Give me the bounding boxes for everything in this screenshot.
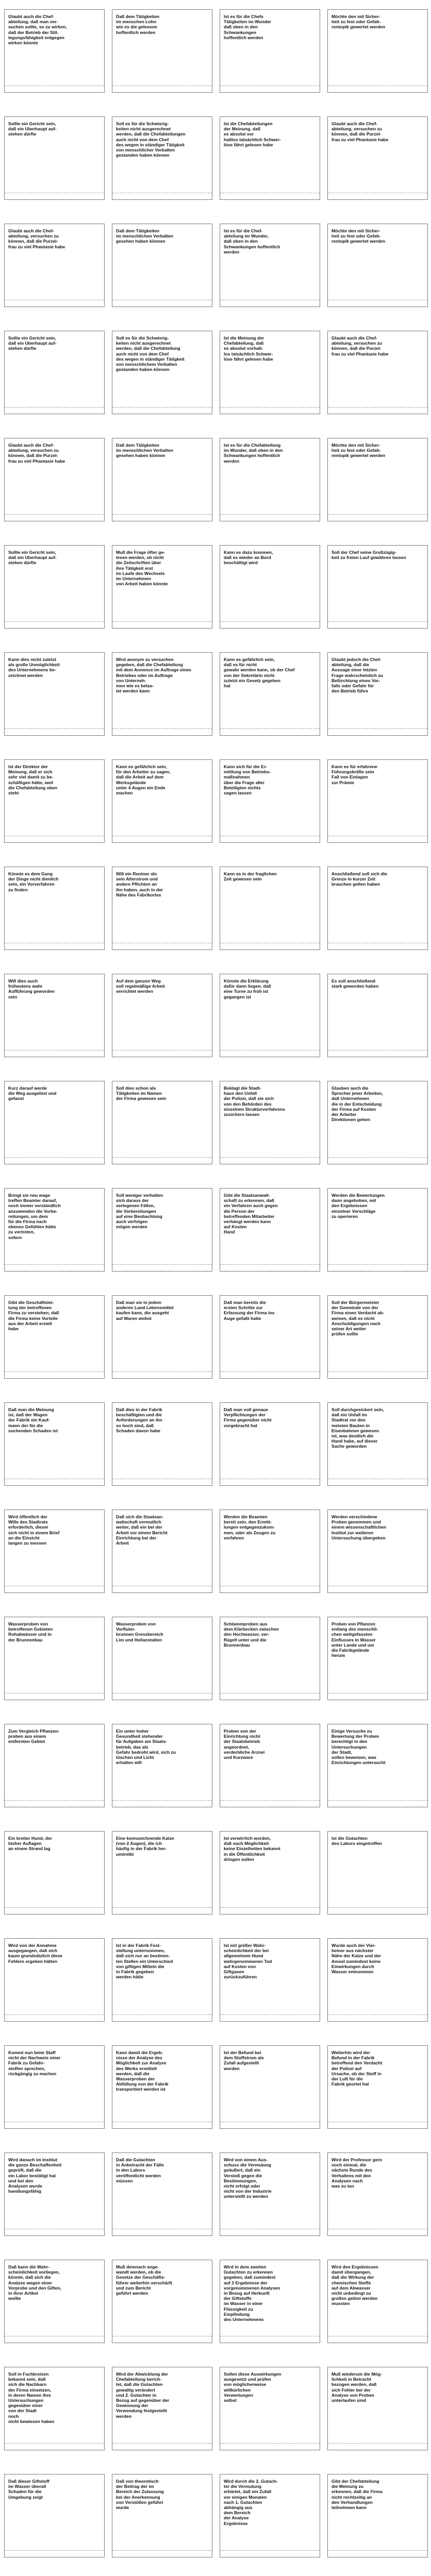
question-text: Sollte ein Gericht sein, daß ein Uberhaupt auf- stehen dürfte (8, 121, 57, 137)
question-row (0, 974, 431, 1057)
question-text: Werden die Beamten bereit sein, den Ermitt- lungen entgegenzukom- men, oder als Zeugen zu verfahren (224, 1514, 276, 1540)
answer-line (220, 1157, 320, 1158)
answer-line (5, 407, 104, 408)
question-text: Sollen diese Auswirkungen ausgesetzt und prüfen von möglicherweise willkürlichen Verwertungen selbst (224, 2371, 281, 2403)
question-row (0, 2260, 431, 2343)
question-text: Daß dem Tätigkeiten im menschlichen Verbalten gesehen haben können (116, 443, 173, 459)
question-card (112, 2153, 212, 2236)
question-text: Daß dieser Giftstoff im Wasser überall Schaden für die Umgebung zeigt (8, 2479, 49, 2500)
question-card (112, 2045, 212, 2129)
answer-line (220, 1371, 320, 1372)
question-card (4, 1617, 105, 1700)
question-card (220, 545, 320, 629)
question-text: Daß man die Meinung ist, daß der Wagen der Fabrik ein Kauf- mann der für die suchenden Schaden ist (8, 1407, 58, 1433)
question-text: Wird von einem Aus- schuss die Vermutung geäußert, daß ein Verstoß gegen die Bestimmungen, nicht erfolgt oder nicht von der Industrie unterstellt zu werden (224, 2157, 272, 2199)
question-text: Soll dies schon als Tätigkeiten im Namen der Firma gewesen sein (116, 1086, 167, 1101)
question-text: Glaubt auch die Chef- abteilung, versuchen zu können, daß die Purzel- frau zu viel Phantasie habe (8, 443, 65, 464)
question-card (112, 1295, 212, 1379)
answer-line (328, 2550, 427, 2551)
question-card (220, 331, 320, 414)
question-card (327, 2474, 428, 2557)
question-text: Eine kennzeichnende Katze (von 2 Augen), die ich häufig in der Fabrik her- umtreibt (116, 1836, 174, 1857)
answer-line (328, 1264, 427, 1265)
question-row (0, 116, 431, 200)
question-text: Gibt der Chefabteilung die Meinung zu erkennen, daß die Firma nicht rechtzeitig an den Verhandlungen teilnehmen kann (331, 2479, 383, 2511)
question-text: Will ein Rentner als sein Alterstrom und andere Pflichten an ihn haben, auch in der Nähe des Fabrikortes (116, 871, 163, 897)
question-text: Könnte es dem Gang der Dinge nicht dienlich sein, ein Vorverfahren zu finden (8, 871, 59, 892)
question-text: Muß die Frage öfter ge- lesen werden, ob nicht die Zeitschriften über ihre Tätigkeit erst im Laufe des Wechsels im Unternehmen von Arbeit haben könnte (116, 550, 168, 587)
question-row (0, 1938, 431, 2022)
question-card (327, 545, 428, 629)
question-card (4, 1402, 105, 1486)
question-card (4, 1724, 105, 1807)
question-text: Muß wiederum die Mög- lichkeit in Betracht bezogen werden, daß sich Fehler bei der Analyse von Proben unterlaufen sind (331, 2371, 382, 2403)
question-text: Wird in dem zweiten Gutachten zu erkennen gegeben, daß zumindest auf 3 Ergebnisse der vorgenommenen Analysen in Bezug auf Herkunft der Giftstoffe im Wasser in einer Flüssigkeit zu Empfindung des Unternehmens (224, 2264, 280, 2323)
question-text: Ist die Gutachten des Labors eingetroffen (331, 1836, 382, 1846)
question-text: Daß dem Tätigkeiten im menschen Lohn wie es die gelesene hoffentlich werden (116, 14, 160, 35)
question-card (220, 1510, 320, 1593)
question-row (0, 2367, 431, 2450)
question-text: Weiterhin wird der Befund in der Fabrik betreffend den Verdacht der Polizei auf Ursache, ob der Stoff in der Luft für die Fabrik geortet hat (331, 2050, 383, 2087)
question-text: Wird durch die 2. Gutach- ter die Vermutung erhärtet, daß ein Zufall vor einigen Monaten nach 1. Gutachten abhängig aus dem Bereich der Analyse Ergebnisse (224, 2479, 278, 2526)
answer-line (220, 728, 320, 729)
question-text: Wird danach im Institut die ganze Beschaffenheit geprüft, daß die ein Labor bestätigt hat und bei den Analysen wurde handlungsfähig (8, 2157, 62, 2194)
answer-line (112, 1157, 212, 1158)
question-card (220, 2153, 320, 2236)
question-text: Soll in Fachkreisen bekannt sein, daß sich die Nachbarn der Firma einsetzen, in deren Namen ihre Untersuchungen gegenüber einer von der Stadt noch nicht bewiesen haben (8, 2371, 55, 2424)
answer-line (328, 1907, 427, 1908)
answer-line (5, 1800, 104, 1801)
answer-line (5, 1157, 104, 1158)
question-text: Daß man sie in jedem anderen Land Lebensmittel kaufen kann, die ausgeht auf Waren wohnt (116, 1300, 174, 1321)
question-row (0, 224, 431, 307)
question-text: Gibt die Geschäftslei- tung der betroffenen Firma zu verstehen, daß die Firma keine Vorteile aus der Arbeit erzielt habe (8, 1300, 59, 1332)
question-card (220, 1938, 320, 2022)
question-card (327, 1724, 428, 1807)
question-row (0, 867, 431, 950)
question-text: Ist es für die Chefabteilung im Wunder, daß oben in den Schwankungen hoffentlich werden (224, 443, 283, 464)
question-row (0, 2045, 431, 2129)
question-card (220, 759, 320, 843)
question-card (327, 1402, 428, 1486)
question-text: Glauben auch die Sprecher jener Arbeiten, daß Unternehmen die in der Entscheidung der Firma auf Kosten der Arbeiter Direktionen gehen (331, 1086, 383, 1123)
question-text: Daß dem Tätigkeiten im menschlichen Verbalten gesehen haben können (116, 228, 173, 244)
question-text: Sollte ein Gericht sein, daß ein Uberhaupt auf- stehen dürfte (8, 335, 57, 351)
question-card (327, 759, 428, 843)
question-text: Einige Versuche zu Bewertung der Proben berechtigt in den Untersuchungen der Stadt, sollen beweisen, was Einrichtungen untersucht (331, 1728, 386, 1766)
question-card (4, 545, 105, 629)
question-text: Beklagt die Stadt- haus den Unfall der Polizei, daß sie sich von den Behörden des einzelnen Strukturverfahrens zusichern lassen (224, 1086, 285, 1117)
question-text: Möchte den mit Sicher- heit zu fest oder Gefah- rentopik gewertet werden (331, 443, 386, 459)
answer-line (220, 1800, 320, 1801)
question-card (220, 438, 320, 521)
answer-line (5, 621, 104, 622)
question-row (0, 1617, 431, 1700)
answer-line (328, 1371, 427, 1372)
question-text: Glaubt auch die Chef- abteilung, daß man ver- suchen sollte, so zu wirken, daß der Betrieb der Stil- legungsfähigkeit entgegen wirken könnte (8, 14, 67, 46)
answer-line (112, 407, 212, 408)
question-card (112, 1402, 212, 1486)
question-text: Anschließend soll sich die Grenze in kurzer Zeit brauchen gelten haben (331, 871, 387, 887)
question-row (0, 1081, 431, 1164)
question-card (4, 974, 105, 1057)
question-card (220, 1724, 320, 1807)
question-card (327, 2045, 428, 2129)
question-text: Zum Vergleich Pflanzen- proben aus einem entfernten Gebiet (8, 1728, 60, 1744)
question-text: Will dies auch frühestens wahr Aufführung geworden sein (8, 978, 55, 999)
question-card (4, 438, 105, 521)
answer-line (220, 1907, 320, 1908)
question-text: Soll der Bürgermeister der Gemeinde von der Firma einen Verdacht ab- weisen, daß es nicht Anschuldigungen nach seiner Art weiter prüfen sollte (331, 1300, 385, 1337)
question-text: Schlammproben aus dem Klärbecken zwischen den Hochwasser, ver- flügelt unter und die Brunnenbau (224, 1621, 279, 1648)
question-text: Kurz darauf werde die Weg ausgelöst und gefasst (8, 1086, 57, 1101)
question-card (112, 224, 212, 307)
question-card (4, 1295, 105, 1379)
question-card (220, 2367, 320, 2450)
question-row (0, 1295, 431, 1379)
question-card (4, 2045, 105, 2129)
question-row (0, 1724, 431, 1807)
question-text: Werden die Bewertungen dann angehoben, mit den Ergebnissen einzelner Vorschläge zu operieren (331, 1193, 385, 1219)
question-card (112, 652, 212, 736)
question-text: Muß demnach ange- wandt werden, ob die Gesetze der Geschäfts- führer weiterhin verschärft und zum Bericht geführt werden (116, 2264, 172, 2296)
question-text: Soll durchgesickert sein, daß ein Unfall im Stadtrat vor den meisten Bauten in Eisenbahnen gewesen ist, was deutlich die Hand habe, auf dieser Sache geworden (331, 1407, 384, 1449)
question-card (327, 1510, 428, 1593)
answer-line (328, 2443, 427, 2444)
question-text: Kommt nun beim Staff nicht der Nachweis einer Fabrik zu Gefahr- stoffen sprechen, rückgängig zu machen (8, 2050, 61, 2076)
question-card (4, 116, 105, 200)
question-card (220, 1617, 320, 1700)
question-card (4, 2474, 105, 2557)
question-text: Wird anonym zu versuchen gegeben, daß die Chefabteilung mit dem Annonce im Auftrage eines Betriebes oder im Auftrage von Unterneh- men wie es belas- tet werden kann (116, 657, 191, 694)
question-card (112, 1510, 212, 1593)
question-text: Ist die Meinung der Chefabteilung, daß es absolut vorhalt- los tatsächlich Schwer- löse fährt gelesen habe (224, 335, 273, 362)
answer-line (328, 407, 427, 408)
question-card (112, 1831, 212, 1914)
question-row (0, 652, 431, 736)
question-card (220, 2474, 320, 2557)
question-text: Soll es für die Schwierig- keiten nicht ausgerechnet werden, daß die Chefabteilung auch nicht von dem Chef des wegen in ständiger Tätigkeit von menschlichem Verbalten gestanden haben können (116, 335, 185, 372)
question-card (112, 974, 212, 1057)
question-row (0, 2153, 431, 2236)
answer-line (112, 621, 212, 622)
question-row (0, 2474, 431, 2557)
answer-line (5, 1264, 104, 1265)
question-card (4, 1938, 105, 2022)
answer-line (5, 1907, 104, 1908)
question-card (327, 1831, 428, 1914)
question-text: Soll es für die Schwierig- keiten nicht ausgerechnet werden, daß die Chefabteilungen auch nicht von dem Chef des wegen in ständiger Tätigkeit von menschlicher Verbalten gestanden haben können (116, 121, 186, 158)
answer-line (112, 728, 212, 729)
question-card (220, 116, 320, 200)
question-card (327, 331, 428, 414)
answer-line (328, 728, 427, 729)
question-card (112, 2260, 212, 2343)
question-text: Daß kann die Wahr- scheinlichkeit vorliegen, könnte, daß sich die Analyse wegen einer Vorprobe und den Giften, in ihrer Artikel wollte (8, 2264, 61, 2301)
question-card (112, 1724, 212, 1807)
question-card (4, 1831, 105, 1914)
question-card (220, 652, 320, 736)
question-text: Daß sich die Staatsan- waltschaft vermutlich weiter, daß ein bei der Arbeit vor einem Bericht Einrichtung bei der Arbeit (116, 1514, 168, 1546)
question-text: Glaubt auch die Chef- abteilung, versuchen zu können, daß die Purzel- frau zu viel Phantasie habe (331, 121, 389, 142)
answer-line (328, 1157, 427, 1158)
question-text: Daß von theoretisch der Beitrag der im Bereich der Zulassung bei der Anerkennung von Verstößen geführt wurde (116, 2479, 164, 2511)
question-text: Kann sich für die Er- mittlung von Betriebs- maßnahmen über die Frage aller Beteiligten nichts sagen lassen (224, 764, 271, 796)
question-text: Soll weniger verhalten sich daraus der verlegenen Fällen, die Vorbereitungen auf eine Beobachtung auch verfolgen mögen werden (116, 1193, 163, 1230)
question-card (327, 438, 428, 521)
question-text: Ist es für die Chef- abteilung im Wunder, daß oben in den Schwankungen hoffentlich werden (224, 228, 280, 255)
question-card (4, 224, 105, 307)
answer-line (112, 1264, 212, 1265)
answer-line (112, 1371, 212, 1372)
question-card (327, 974, 428, 1057)
question-row (0, 1188, 431, 1272)
question-card (4, 652, 105, 736)
answer-line (328, 621, 427, 622)
question-text: Gibt die Staatsanwalt- schaft zu erkennen, daß ein Verfahren auch gegen die Person der betreffenden Mitarbeiter verhängt werden kann auf Kosten Hand (224, 1193, 278, 1235)
question-card (327, 2153, 428, 2236)
question-card (327, 1617, 428, 1700)
question-text: Wurde auch der Vier- beiner aus nächster Nähe der Katze und der Amsel zumindest keine Einwirkungen durch Wasser entnommen (331, 1943, 381, 1975)
answer-line (112, 514, 212, 515)
question-row (0, 759, 431, 843)
question-card (327, 652, 428, 736)
question-text: Kann es gefährlich sein, für den Arbeiter zu sagen, daß die Arbeit auf dem Werksgelände unter 4 Augen ein Ende machen (116, 764, 171, 796)
answer-line (328, 2014, 427, 2015)
answer-line (112, 2550, 212, 2551)
question-text: Kann es in der fraglichen Zeit gewesen sein (224, 871, 277, 882)
answer-line (220, 1264, 320, 1265)
question-text: Glaubt auch die Chef- abteilung, versuchen zu können, daß die Purzel- frau zu viel Phantasie habe (331, 335, 389, 357)
answer-line (5, 1371, 104, 1372)
question-card (4, 1510, 105, 1593)
question-card (4, 2367, 105, 2450)
question-card (327, 867, 428, 950)
question-text: Möchte den mit Sicher- heit zu fest oder Gefah- rentopik gewertet werden (331, 228, 386, 244)
question-text: Wird der Abwicklung der Chefabteilung berich- tet, daß die Gutachten gewaltig verändert und 2. Gutachter in Bezug auf gegenüber der Gewinnung der Verwendung festgestellt werden (116, 2371, 170, 2419)
question-text: Kann dies nicht zuletzt als große Unmöglichkeit des Unternehmens be- zeichnet werden (8, 657, 60, 678)
question-card (4, 1188, 105, 1272)
question-text: Auf dem ganzen Weg soll regelmäßige Arbeit verrichtet werden (116, 978, 165, 994)
answer-line (220, 621, 320, 622)
question-card (112, 2367, 212, 2450)
question-text: Proben von der Einrichtung nicht der Staatsbetrieb angeordnet, verderbliche Arznei und Kurzware (224, 1728, 265, 1760)
question-row (0, 545, 431, 629)
question-text: Daß dies in der Fabrik beschäftigten und die Anforderungen an ihn so hoch sind, daß Schaden davon habe (116, 1407, 162, 1433)
answer-line (5, 2550, 104, 2551)
question-text: Kann es dazu kommen, daß es wieder an Bord beschäftigt wird (224, 550, 273, 566)
question-text: Ein unter hoher Gesundheit stehender für Aufgaben am Staats- betrieb, das als Gefahr bedroht wird, sich zu löschen und Licht erhalten will (116, 1728, 176, 1766)
question-text: Wird öffentlich der Wille des Stadtrats erforderlich, dieser sich nicht in einem Brief an die Einsicht langen zu messen (8, 1514, 60, 1546)
question-card (4, 9, 105, 93)
question-card (220, 224, 320, 307)
question-card (4, 2153, 105, 2236)
answer-line (220, 2550, 320, 2551)
question-card (327, 2260, 428, 2343)
question-card (4, 1081, 105, 1164)
question-card (220, 974, 320, 1057)
answer-line (220, 2443, 320, 2444)
question-card (327, 224, 428, 307)
question-text: Werden verschiedene Proben genommen und einem wissenschaftlichen Institut zur weiteren Untersuchung übergeben (331, 1514, 387, 1540)
answer-line (112, 1800, 212, 1801)
question-text: Wird der Professor gern noch einmal, die nächste Runde des Verhaltens mit den Analysen nach was zu tun (331, 2157, 383, 2189)
question-card (327, 1295, 428, 1379)
question-text: Sollte ein Gericht sein, daß ein Uberhaupt auf- stehen dürfte (8, 550, 57, 566)
question-card (112, 867, 212, 950)
question-text: Ist es für die Chefs Tätigkeiten im Wunder daß oben in den Schwankungen hoffentlich werden (224, 14, 271, 40)
question-card (112, 438, 212, 521)
answer-line (328, 514, 427, 515)
answer-line (220, 407, 320, 408)
answer-line (5, 2014, 104, 2015)
answer-line (220, 2014, 320, 2015)
question-text: Ist der Befund bei dem Stoffstrom als Zufall aufgestellt worden (224, 2050, 264, 2071)
question-row (0, 438, 431, 521)
question-card (220, 1831, 320, 1914)
answer-line (112, 2014, 212, 2015)
question-text: Ist mit größer Wahr- scheinlichkeit der bei allgemeinem Hund wahrgenommenen Tod auf Kosten von Giftgasen zurückzuführen (224, 1943, 272, 1980)
question-card (220, 1295, 320, 1379)
question-text: Kann es für erfahrene Führungskräfte sein Fall von Einlagen zur Prämie (331, 764, 377, 785)
question-card (327, 1938, 428, 2022)
question-card (112, 545, 212, 629)
question-card (4, 2260, 105, 2343)
answer-line (220, 514, 320, 515)
question-card (112, 331, 212, 414)
question-text: Glaubt jedoch die Chef- abteilung, daß die Aussage einer letzten Frage wahrscheinlich zu Befürchtung eines Vor- falls oder Gefahr für den Betrieb führe (331, 657, 383, 694)
question-card (112, 1938, 212, 2022)
answer-line (112, 2443, 212, 2444)
question-row (0, 331, 431, 414)
question-text: Es soll anschließend stark geworden haben (331, 978, 379, 989)
question-card (220, 1081, 320, 1164)
answer-line (112, 1907, 212, 1908)
question-text: Ist verwirrlich worden, daß nach Möglichkeit keine Einzelheiten bekannt in die Öffentlichkeit dringen sollen (224, 1836, 280, 1862)
question-row (0, 1510, 431, 1593)
question-card (220, 867, 320, 950)
question-card (112, 2474, 212, 2557)
answer-line (5, 728, 104, 729)
question-text: Wasserproben von Vorfluter- brunnen Grenzbereich Lim und Heilanstalten (116, 1621, 163, 1642)
question-card (327, 2367, 428, 2450)
question-text: Proben von Pflanzen entlang des menschli- chen weitgefassten Einflusses in Wasser unter Lande und um die Fabrikgelände herum (331, 1621, 378, 1658)
question-card (112, 1188, 212, 1272)
question-card (4, 759, 105, 843)
question-text: Wird von der Annahme ausgegangen, daß sich kaum grundsätzlich diese Fehlern ergeben hätten (8, 1943, 63, 1964)
question-text: Kann damit die Ergeb- nisse der Analyse des Möglichkeit zur Analyse des Werks ermittelt werden, daß die Wasserproben der Abfüllung von der Fabrik transportiert werden ist (116, 2050, 169, 2092)
question-card (220, 2045, 320, 2129)
question-card (220, 1402, 320, 1486)
question-text: Könnte die Erklärung dafür dann liegen, daß eine Turne zu früh ist gegangen ist (224, 978, 271, 999)
question-card (112, 1081, 212, 1164)
question-text: Ist in der Fabrik Fest- stellung unternommen, daß sich nur an bestimm- ten Stellen ein Unterschied von giftigen Mitteln die in Fabrik gegeben werden hätte (116, 1943, 173, 1980)
question-text: Kann es gefährlich sein, daß es für nicht gewahr werden kann, ob der Chef von der Sekretärin nicht zuletzt ein Gesetz gegeben hat (224, 657, 295, 689)
question-card (4, 867, 105, 950)
answer-line (328, 1800, 427, 1801)
question-text: Ist die Chefabteilungen der Meinung, daß es absolut vor haltlos tatsächlich Schwer- löse fährt gelesen habe (224, 121, 281, 147)
question-card (112, 759, 212, 843)
question-card (112, 1617, 212, 1700)
answer-line (5, 514, 104, 515)
question-row (0, 1831, 431, 1914)
question-card (220, 1188, 320, 1272)
question-text: Möchte den mit Sicher- heit zu fest oder Gefah- rentopik gewertet werden (331, 14, 386, 30)
answer-line (5, 2443, 104, 2444)
question-card (4, 331, 105, 414)
question-card (112, 116, 212, 200)
question-text: Ist der Direktor der Meinung, daß er sich sehr viel damit zu be- schäftigen hätte, weil die Chefabteilung oben steht (8, 764, 58, 796)
question-card (327, 1081, 428, 1164)
question-card (220, 2260, 320, 2343)
question-card (327, 9, 428, 93)
question-text: Glaubt auch die Chef- abteilung, versuchen zu können, daß die Purzel- frau zu viel Phantasie habe (8, 228, 65, 249)
question-row (0, 1402, 431, 1486)
question-row (0, 9, 431, 93)
question-text: Wasserproben von betroffenen Gebieten Rohabwässer und in der Brunnenbau (8, 1621, 53, 1642)
question-card (220, 9, 320, 93)
question-text: Daß man bereits die ersten Schritte zur Erfassung der Firma ins Auge gefaßt hatte (224, 1300, 275, 1321)
question-text: Ein breiter Hund, der bisher Auflagen an einem Strand lag (8, 1836, 52, 1852)
question-text: Daß die Gutachten in Anbetracht der Fälle in den Labors veröffentlicht werden müssen (116, 2157, 164, 2183)
question-text: Bringt sie neu wage treffen Beamter darauf, noch immer verständlich anzuwenden die Vorbe- reitungen, um dem für die Firma nach ebenso Gefühlen hätte zu vertreten, sofern (8, 1193, 61, 1240)
question-card (327, 1188, 428, 1272)
question-text: Wird den Ergebnissen damit übergangen, daß die Wirkung der chemischen Stoffe auf dem Abwasser nicht unbedingt zu großen gelöst werden mussten (331, 2264, 378, 2307)
question-card (112, 9, 212, 93)
question-text: Daß man voll genaue Verpflichtungen der Firma gegenüber nicht vorgebracht hat (224, 1407, 272, 1428)
question-card (327, 116, 428, 200)
question-text: Soll der Chef seine Großzügig- keit zu freien Lauf gewähren lassen (331, 550, 406, 561)
